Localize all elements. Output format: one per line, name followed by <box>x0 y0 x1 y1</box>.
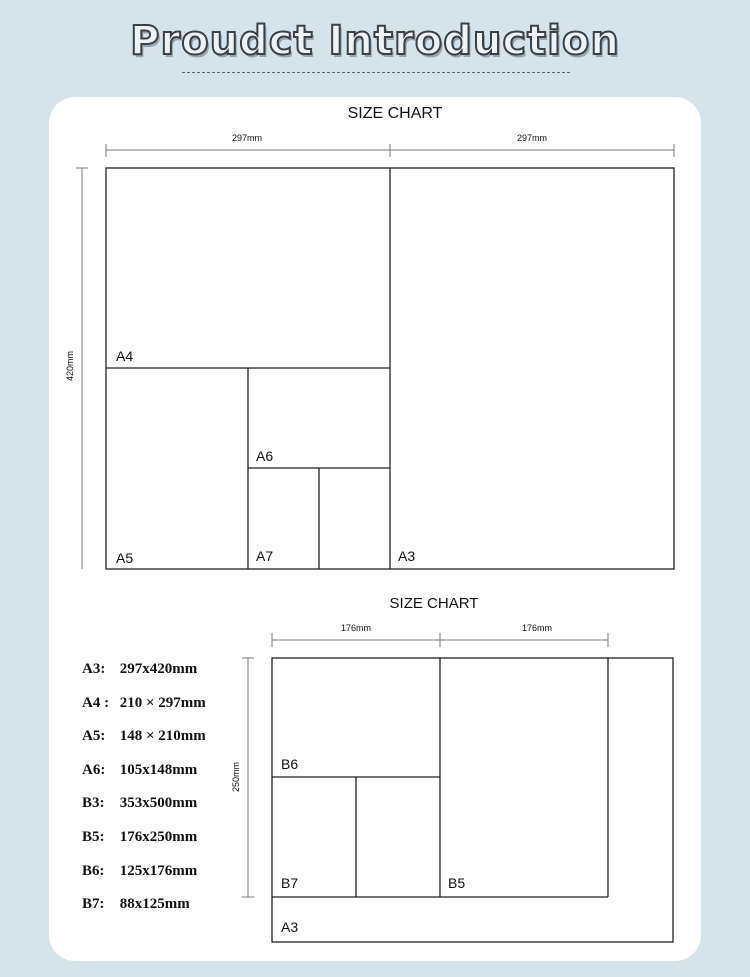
size-value: 176x250mm <box>119 828 198 845</box>
label-a5: A5 <box>116 550 134 566</box>
size-item <box>82 892 252 926</box>
size-value: 210 × 297mm <box>119 694 206 711</box>
size-item <box>82 758 252 792</box>
a-width-right-label: 297mm <box>516 133 548 143</box>
size-key: B7: <box>82 896 105 913</box>
size-value: 148 × 210mm <box>119 728 206 745</box>
size-item <box>82 724 252 758</box>
b-a3-sheet-rect <box>272 658 673 942</box>
b-width-right-label: 176mm <box>521 623 553 633</box>
label-a4: A4 <box>116 348 134 364</box>
label-a3: A3 <box>398 548 416 564</box>
size-value: 88x125mm <box>119 896 190 913</box>
size-key: A4 : <box>82 694 110 711</box>
a-height-label: 420mm <box>65 350 75 382</box>
a-width-left-label: 297mm <box>231 133 263 143</box>
size-value: 353x500mm <box>119 795 198 812</box>
label-b5: B5 <box>448 875 466 891</box>
size-key: B6: <box>82 862 105 879</box>
size-item <box>82 791 252 825</box>
size-value: 105x148mm <box>119 761 198 778</box>
size-key: A6: <box>82 761 106 778</box>
label-b6: B6 <box>281 756 299 772</box>
label-b7: B7 <box>281 875 299 891</box>
b-height-label: 250mm <box>231 761 241 793</box>
size-item <box>82 825 252 859</box>
size-value: 125x176mm <box>119 862 198 879</box>
b-width-left-label: 176mm <box>340 623 372 633</box>
page-title: Proudct Introduction <box>130 18 620 64</box>
size-key: A5: <box>82 728 106 745</box>
size-list <box>82 657 252 926</box>
b-chart-title: SIZE CHART <box>389 595 479 612</box>
label-b-a3: A3 <box>281 919 299 935</box>
label-a7: A7 <box>256 548 274 564</box>
size-item <box>82 691 252 725</box>
size-key: A3: <box>82 661 106 677</box>
label-a6: A6 <box>256 448 274 464</box>
size-key: B5: <box>82 828 105 845</box>
size-key: B3: <box>82 795 105 812</box>
a-chart-title: SIZE CHART <box>347 105 443 122</box>
size-value: 297x420mm <box>119 661 198 677</box>
size-item <box>82 859 252 893</box>
size-item <box>82 657 252 691</box>
